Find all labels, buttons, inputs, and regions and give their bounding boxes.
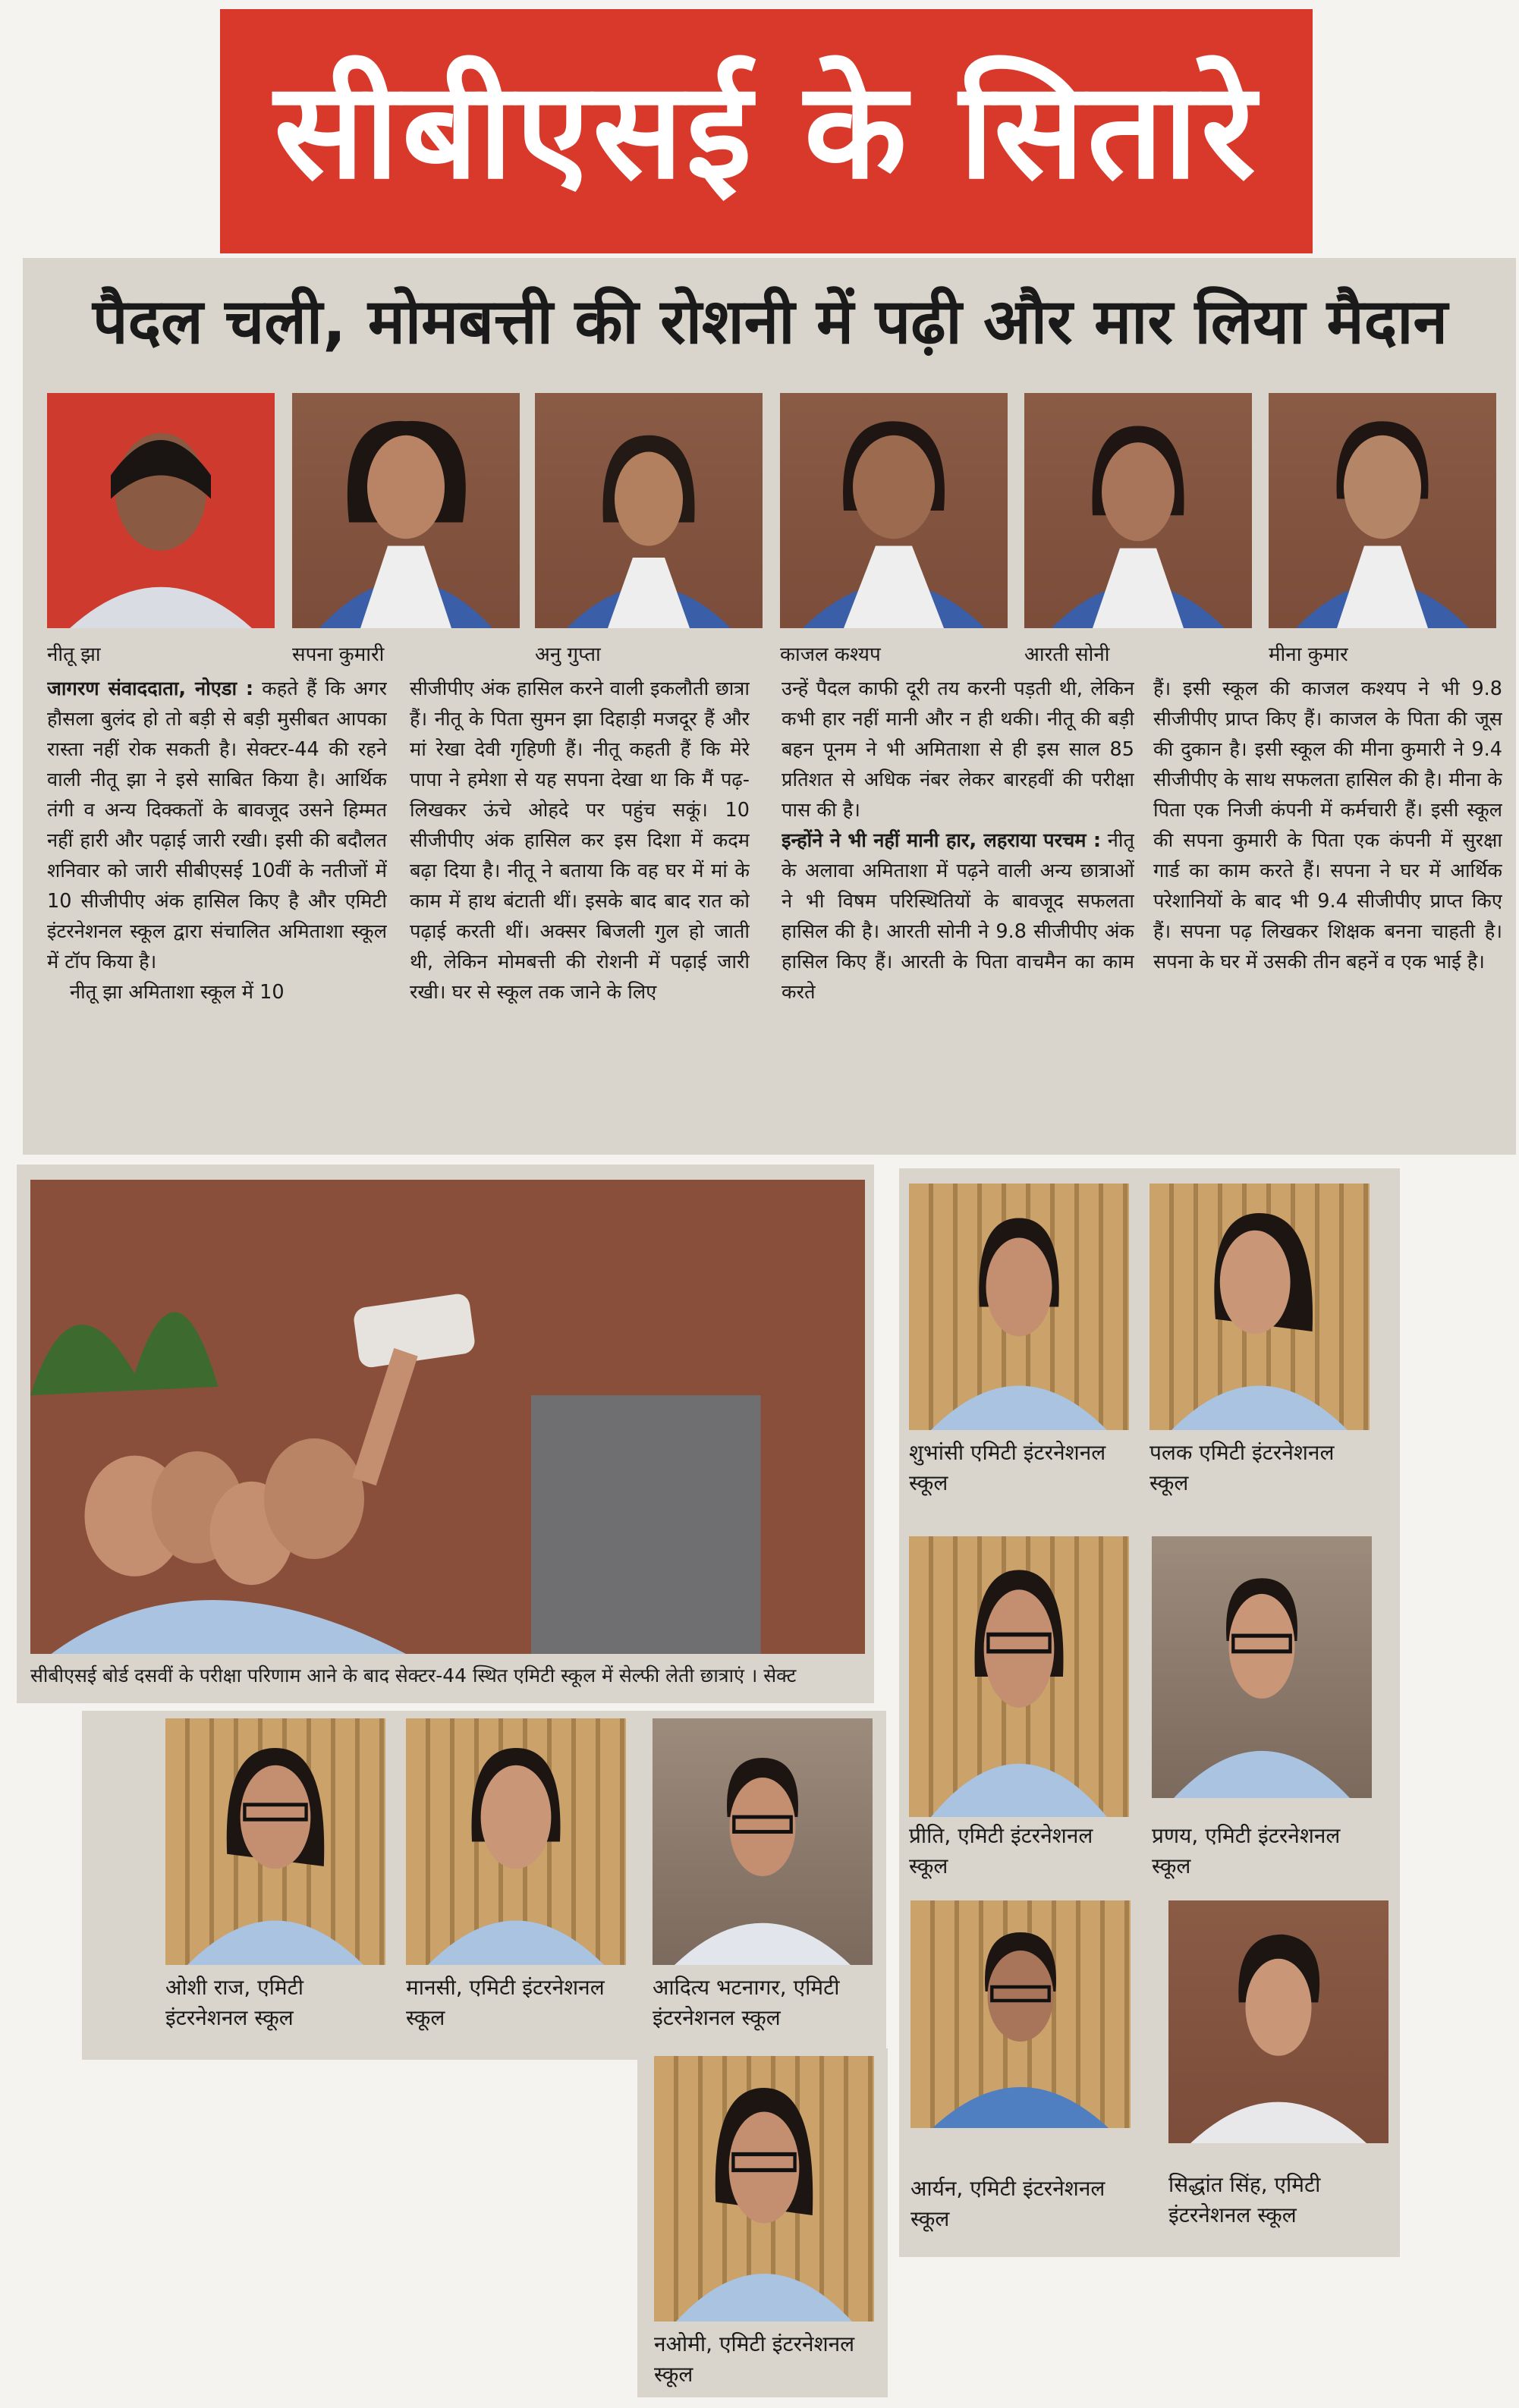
caption-preeti: प्रीति, एमिटी इंटरनेशनल स्कूल — [909, 1823, 1093, 1878]
portrait-pranay — [1152, 1536, 1372, 1798]
article-column-4: हैं। इसी स्कूल की काजल कश्यप ने भी 9.8 सीजीपीए प्राप्त किए हैं। काजल के पिता की जूस की दुकान है। इसी स्कूल की मीना कुमारी ने 9.4 सीजीपीए के साथ सफलता हासिल की है। मीना के पिता एक निजी कंपनी में कर्मचारी हैं। इसी स्कूल की सपना कुमारी के पिता एक कंपनी में सुरक्षा गार्ड का काम करते हैं। सपना ने घर में आर्थिक परेशानियों के बाद भी 9.4 सीजीपीए प्राप्त किए हैं। सपना पढ़ लिखकर शिक्षक बनना चाहती है। सपना के घर में उसकी तीन बहनें व एक भाई है। — [1153, 677, 1502, 973]
caption-kajal: काजल कश्यप — [780, 643, 881, 666]
portrait-mansi — [406, 1718, 626, 1965]
portrait-meena — [1269, 393, 1496, 628]
portrait-oshi — [165, 1718, 385, 1965]
caption-sapna: सपना कुमारी — [292, 643, 385, 666]
caption-siddhant: सिद्धांत सिंह, एमिटी इंटरनेशनल स्कूल — [1168, 2172, 1321, 2227]
portrait-naomi — [654, 2056, 874, 2322]
caption-aarti: आरती सोनी — [1024, 643, 1110, 666]
selfie-photo — [30, 1180, 865, 1654]
portrait-sapna — [292, 393, 520, 628]
caption-aditya: आदित्य भटनागर, एमिटी इंटरनेशनल स्कूल — [653, 1975, 840, 2030]
article-subhead: इन्होंने ने भी नहीं मानी हार, लहराया परचम : — [782, 829, 1102, 852]
portrait-shubhanshi — [909, 1184, 1129, 1430]
caption-palak: पलक एमिटी इंटरनेशनल स्कूल — [1149, 1440, 1335, 1495]
caption-meena: मीना कुमार — [1269, 643, 1348, 666]
portrait-anu — [535, 393, 763, 628]
caption-aryan: आर्यन, एमिटी इंटरनेशनल स्कूल — [910, 2176, 1105, 2231]
portrait-siddhant — [1168, 1900, 1388, 2143]
portrait-neetu — [47, 393, 275, 628]
portrait-aarti — [1024, 393, 1252, 628]
headline: पैदल चली, मोमबत्ती की रोशनी में पढ़ी और मार लिया मैदान — [93, 286, 1448, 358]
portrait-aditya — [653, 1718, 873, 1965]
caption-shubhanshi: शुभांसी एमिटी इंटरनेशनल स्कूल — [909, 1440, 1106, 1495]
caption-anu: अनु गुप्ता — [535, 643, 601, 666]
article-column-3: उन्हें पैदल काफी दूरी तय करनी पड़ती थी, लेकिन कभी हार नहीं मानी और न ही थकी। नीतू की बड़ी बहन पूनम ने भी अमिताशा से ही इस साल 85 प्रतिशत से अधिक नंबर लेकर बारहवीं की परीक्षा पास की है। इन्होंने ने भी नहीं मानी हार, लहराया परचम : नीतू के अलावा अमिताशा में पढ़ने वाली अन्य छात्राओं ने भी विषम परिस्थितियों के बावजूद सफलता हासिल की है। आरती सोनी ने 9.8 सीजीपीए अंक हासिल किए हैं। आरती के पिता वाचमैन का काम करते — [782, 677, 1134, 1004]
caption-pranay: प्रणय, एमिटी इंटरनेशनल स्कूल — [1152, 1823, 1341, 1878]
article-dateline: जागरण संवाददाता, नोएडा : — [47, 677, 254, 700]
portrait-preeti — [909, 1536, 1129, 1817]
article-column-1: जागरण संवाददाता, नोएडा : कहते हैं कि अगर हौसला बुलंद हो तो बड़ी से बड़ी मुसीबत आपका रास्ता नहीं रोक सकती है। सेक्टर-44 की रहने वाली नीतू झा ने इसे साबित किया है। आर्थिक तंगी व अन्य दिक्कतों के बावजूद उसने हिम्मत नहीं हारी और पढ़ाई जारी रखी। इसी की बदौलत शनिवार को जारी सीबीएसई 10वीं के नतीजों में 10 सीजीपीए अंक हासिल किए है और एमिटी इंटरनेशनल स्कूल द्वारा संचालित अमिताशा स्कूल में टॉप किया है। नीतू झा अमिताशा स्कूल में 10 — [47, 677, 387, 1004]
caption-neetu: नीतू झा — [47, 643, 101, 666]
caption-naomi: नओमी, एमिटी इंटरनेशनल स्कूल — [654, 2331, 855, 2387]
portrait-kajal — [780, 393, 1008, 628]
portrait-aryan — [910, 1900, 1131, 2128]
article-column-2: सीजीपीए अंक हासिल करने वाली इकलौती छात्रा हैं। नीतू के पिता सुमन झा दिहाड़ी मजदूर हैं और मां रेखा देवी गृहिणी हैं। नीतू कहती हैं कि मेरे पापा ने हमेशा से यह सपना देखा था कि मैं पढ़-लिखकर ऊंचे ओहदे पर पहुंच सकूं। 10 सीजीपीए अंक हासिल कर इस दिशा में कदम बढ़ा दिया है। नीतू ने बताया कि वह घर में मां के काम में हाथ बंटाती थीं। इसके बाद बाद रात को पढ़ाई करती थीं। अक्सर बिजली गुल हो जाती थी, लेकिन मोमबत्ती की रोशनी में पढ़ाई जारी रखी। घर से स्कूल तक जाने के लिए — [410, 677, 750, 1004]
portrait-palak — [1149, 1184, 1370, 1430]
masthead-banner: सीबीएसई के सितारे — [220, 9, 1313, 253]
caption-mansi: मानसी, एमिटी इंटरनेशनल स्कूल — [406, 1975, 605, 2030]
selfie-caption: सीबीएसई बोर्ड दसवीं के परीक्षा परिणाम आने के बाद सेक्टर-44 स्थित एमिटी स्कूल में सेल्फी लेती छात्राएं । सेक्ट — [30, 1665, 797, 1687]
caption-oshi: ओशी राज, एमिटी इंटरनेशनल स्कूल — [165, 1975, 303, 2030]
